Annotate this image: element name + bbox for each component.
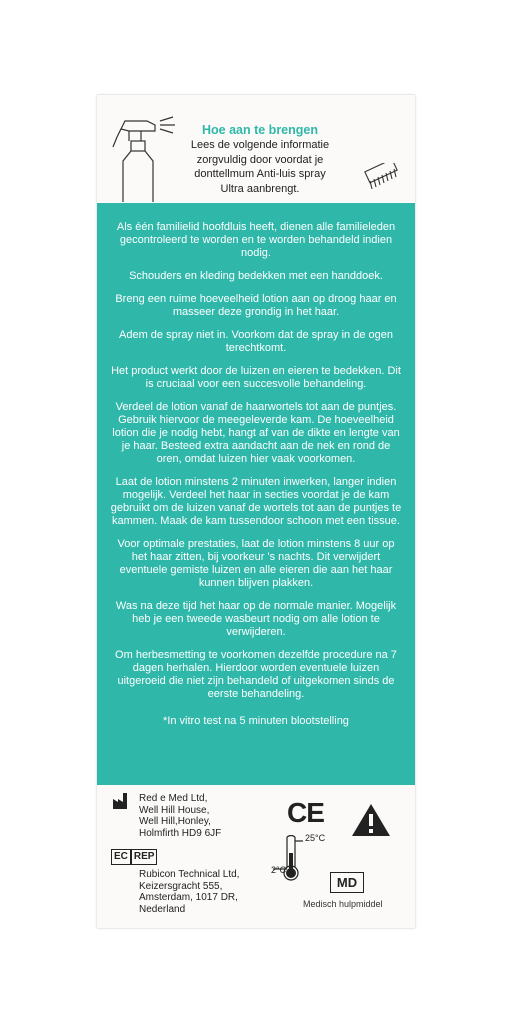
step-text: Laat de lotion minstens 2 minuten inwerken, langer indien mogelijk. Verdeel het haar in secties voordat je de kam gebruikt om de luizen vanaf de wortels tot aan de puntjes te kammen. Maak de kam tussendoor schoon met een tissue. <box>110 476 402 527</box>
step-text: Om herbesmetting te voorkomen dezelfde procedure na 7 dagen herhalen. Hierdoor worden eventuele luizen uitgeroeid die niet zijn behandeld of uitgekomen sinds de eerste behandeling. <box>115 649 397 700</box>
manufacturer-address: Red e Med Ltd, Well Hill House, Well Hill,Honley, Holmfirth HD9 6JF <box>139 793 222 839</box>
how-to-apply <box>185 123 335 196</box>
step-text: Het product werkt door de luizen en eieren te bedekken. Dit is cruciaal voor een succesvolle behandeling. <box>111 365 401 390</box>
comb-icon <box>362 163 402 193</box>
temp-min: 2°C <box>271 865 287 875</box>
product-insert-panel <box>97 95 415 928</box>
step-text: Als één familielid hoofdluis heeft, dienen alle familieleden gecontroleerd te worden en te worden behandeld indien nodig. <box>116 221 396 259</box>
step-text: Schouders en kleding bedekken met een handdoek. <box>129 270 383 282</box>
spray-bottle-icon <box>107 107 187 202</box>
temp-max: 25°C <box>305 833 326 843</box>
ec-rep-symbol: EC REP <box>111 849 157 865</box>
instructions-intro: Lees de volgende informatie zorgvuldig door voordat je donttellmum Anti-luis spray Ultra aanbrengt. <box>190 139 330 195</box>
step-text: Was na deze tijd het haar op de normale manier. Mogelijk heb je een tweede wasbeurt nodig om alle lotion te verwijderen. <box>115 600 397 638</box>
warning-icon <box>351 803 391 837</box>
regulatory-section <box>97 785 415 928</box>
step-text: Verdeel de lotion vanaf de haarwortels tot aan de puntjes. Gebruik hiervoor de meegeleverde kam. De hoeveelheid lotion die je nodig hebt, hangt af van de dikte en lengte van je haar. Besteed extra aandacht aan de nek en rond de oren, omdat luizen hier vaak voorkomen. <box>112 401 400 465</box>
step-text: Voor optimale prestaties, laat de lotion minstens 8 uur op het haar zitten, bij voorkeur 's nachts. Dit verwijdert eventuele gemiste luizen en alle eieren die aan het haar kunnen blijven plakken. <box>117 538 395 589</box>
md-label: Medisch hulpmiddel <box>303 899 383 909</box>
instructions-title: Hoe aan te brengen <box>202 123 318 137</box>
thermometer-icon <box>269 835 309 885</box>
ec-rep-address: Rubicon Technical Ltd, Keizersgracht 555, Amsterdam, 1017 DR, Nederland <box>139 869 240 915</box>
steps-section <box>97 203 415 785</box>
instructions-header <box>97 95 415 203</box>
md-symbol: MD <box>330 872 364 893</box>
footnote: *In vitro test na 5 minuten blootstelling <box>163 715 349 727</box>
ce-mark: CE <box>287 797 324 828</box>
factory-icon <box>113 793 131 809</box>
step-text: Adem de spray niet in. Voorkom dat de spray in de ogen terechtkomt. <box>119 329 393 354</box>
step-text: Breng een ruime hoeveelheid lotion aan op droog haar en masseer deze grondig in het haar. <box>115 293 397 318</box>
